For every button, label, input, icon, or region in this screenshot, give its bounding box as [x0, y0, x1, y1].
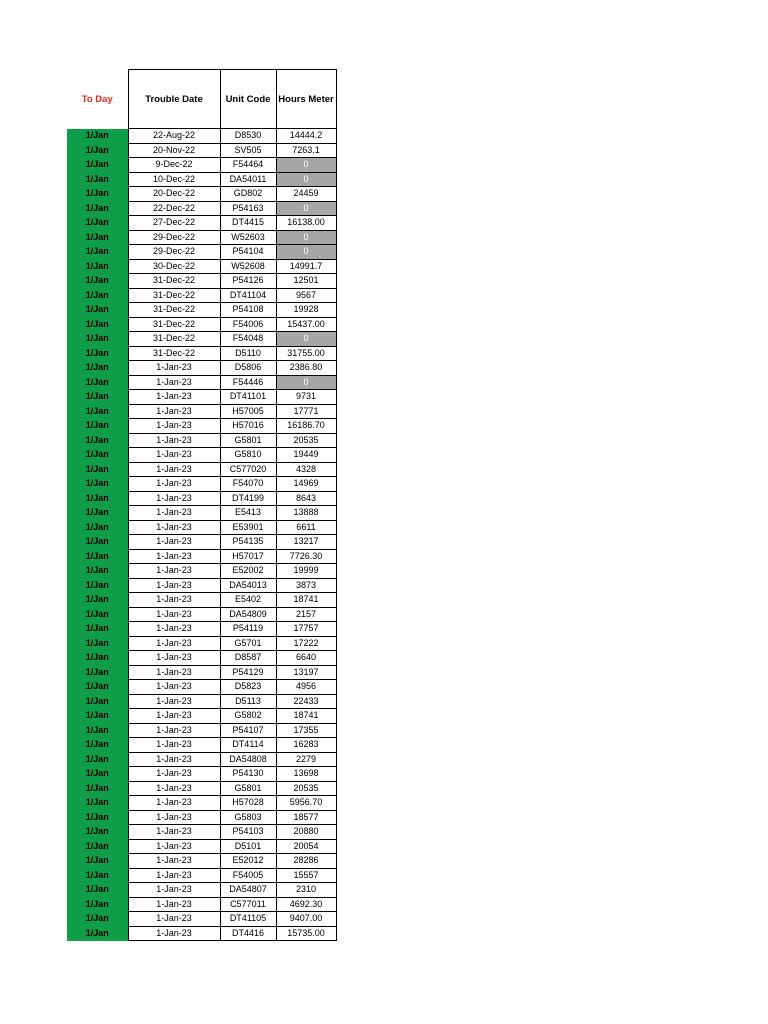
table-row	[67, 883, 336, 898]
cell-to-day: 1/Jan	[67, 825, 128, 840]
cell-unit-code: DA54013	[220, 578, 276, 593]
cell-to-day: 1/Jan	[67, 810, 128, 825]
cell-to-day: 1/Jan	[67, 593, 128, 608]
cell-to-day: 1/Jan	[67, 564, 128, 579]
cell-unit-code: G5801	[220, 433, 276, 448]
cell-unit-code: H57017	[220, 549, 276, 564]
header-hours-meter: Hours Meter	[276, 70, 336, 129]
cell-unit-code: DT4415	[220, 216, 276, 231]
cell-hours-meter: 13217	[276, 535, 336, 550]
cell-trouble-date: 1-Jan-23	[128, 535, 220, 550]
cell-trouble-date: 1-Jan-23	[128, 448, 220, 463]
cell-unit-code: DT41101	[220, 390, 276, 405]
cell-unit-code: DA54807	[220, 883, 276, 898]
cell-hours-meter: 2310	[276, 883, 336, 898]
cell-unit-code: P54163	[220, 201, 276, 216]
cell-hours-meter: 13888	[276, 506, 336, 521]
header-row	[67, 70, 336, 129]
cell-to-day: 1/Jan	[67, 303, 128, 318]
cell-to-day: 1/Jan	[67, 781, 128, 796]
cell-unit-code: P54126	[220, 274, 276, 289]
cell-to-day: 1/Jan	[67, 230, 128, 245]
cell-hours-meter: 16283	[276, 738, 336, 753]
cell-trouble-date: 1-Jan-23	[128, 593, 220, 608]
cell-to-day: 1/Jan	[67, 854, 128, 869]
cell-unit-code: E52002	[220, 564, 276, 579]
table-row	[67, 390, 336, 405]
table-row	[67, 680, 336, 695]
cell-to-day: 1/Jan	[67, 912, 128, 927]
cell-to-day: 1/Jan	[67, 346, 128, 361]
cell-trouble-date: 1-Jan-23	[128, 491, 220, 506]
table-row	[67, 230, 336, 245]
cell-hours-meter: 17771	[276, 404, 336, 419]
cell-hours-meter: 15437.00	[276, 317, 336, 332]
cell-to-day: 1/Jan	[67, 462, 128, 477]
cell-trouble-date: 1-Jan-23	[128, 607, 220, 622]
cell-hours-meter: 9407.00	[276, 912, 336, 927]
cell-trouble-date: 1-Jan-23	[128, 752, 220, 767]
cell-unit-code: DA54808	[220, 752, 276, 767]
cell-trouble-date: 1-Jan-23	[128, 578, 220, 593]
table-row	[67, 245, 336, 260]
table-row	[67, 506, 336, 521]
cell-hours-meter: 13698	[276, 767, 336, 782]
cell-trouble-date: 1-Jan-23	[128, 868, 220, 883]
table-row	[67, 361, 336, 376]
table-row	[67, 781, 336, 796]
cell-to-day: 1/Jan	[67, 404, 128, 419]
cell-to-day: 1/Jan	[67, 245, 128, 260]
table-row	[67, 825, 336, 840]
cell-to-day: 1/Jan	[67, 578, 128, 593]
table-row	[67, 216, 336, 231]
table-row	[67, 477, 336, 492]
header-today: To Day	[81, 93, 113, 105]
cell-trouble-date: 1-Jan-23	[128, 636, 220, 651]
table-row	[67, 172, 336, 187]
cell-trouble-date: 1-Jan-23	[128, 680, 220, 695]
table-header	[67, 70, 336, 129]
cell-to-day: 1/Jan	[67, 187, 128, 202]
cell-hours-meter: 18577	[276, 810, 336, 825]
header-unit-code: Unit Code	[220, 70, 276, 129]
table-row	[67, 535, 336, 550]
cell-unit-code: DT41105	[220, 912, 276, 927]
cell-unit-code: P54119	[220, 622, 276, 637]
cell-hours-meter: 19999	[276, 564, 336, 579]
cell-trouble-date: 1-Jan-23	[128, 549, 220, 564]
cell-to-day: 1/Jan	[67, 491, 128, 506]
table-row	[67, 578, 336, 593]
cell-to-day: 1/Jan	[67, 506, 128, 521]
cell-unit-code: F54005	[220, 868, 276, 883]
table-row	[67, 448, 336, 463]
cell-unit-code: H57005	[220, 404, 276, 419]
cell-to-day: 1/Jan	[67, 158, 128, 173]
cell-trouble-date: 31-Dec-22	[128, 274, 220, 289]
cell-hours-meter: 9731	[276, 390, 336, 405]
cell-to-day: 1/Jan	[67, 636, 128, 651]
cell-unit-code: DA54809	[220, 607, 276, 622]
cell-trouble-date: 1-Jan-23	[128, 564, 220, 579]
table-row	[67, 274, 336, 289]
cell-trouble-date: 10-Dec-22	[128, 172, 220, 187]
table-row	[67, 738, 336, 753]
cell-trouble-date: 1-Jan-23	[128, 477, 220, 492]
table-body	[67, 129, 336, 941]
table-row	[67, 462, 336, 477]
cell-to-day: 1/Jan	[67, 651, 128, 666]
cell-to-day: 1/Jan	[67, 288, 128, 303]
cell-hours-meter: 14991.7	[276, 259, 336, 274]
table-row	[67, 303, 336, 318]
cell-to-day: 1/Jan	[67, 607, 128, 622]
cell-unit-code: G5803	[220, 810, 276, 825]
cell-to-day: 1/Jan	[67, 375, 128, 390]
cell-hours-meter: 7726.30	[276, 549, 336, 564]
cell-hours-meter: 2386.80	[276, 361, 336, 376]
cell-to-day: 1/Jan	[67, 520, 128, 535]
cell-to-day: 1/Jan	[67, 868, 128, 883]
cell-to-day: 1/Jan	[67, 390, 128, 405]
cell-to-day: 1/Jan	[67, 709, 128, 724]
table-row	[67, 259, 336, 274]
cell-trouble-date: 29-Dec-22	[128, 230, 220, 245]
cell-unit-code: D5110	[220, 346, 276, 361]
cell-hours-meter: 24459	[276, 187, 336, 202]
table-row	[67, 709, 336, 724]
cell-unit-code: G5701	[220, 636, 276, 651]
table-row	[67, 158, 336, 173]
cell-to-day: 1/Jan	[67, 883, 128, 898]
cell-trouble-date: 1-Jan-23	[128, 825, 220, 840]
table-row	[67, 926, 336, 941]
cell-hours-meter: 20054	[276, 839, 336, 854]
cell-unit-code: DT41104	[220, 288, 276, 303]
cell-trouble-date: 22-Dec-22	[128, 201, 220, 216]
cell-unit-code: DA54011	[220, 172, 276, 187]
cell-trouble-date: 20-Dec-22	[128, 187, 220, 202]
table-row	[67, 651, 336, 666]
cell-trouble-date: 1-Jan-23	[128, 810, 220, 825]
table-row	[67, 810, 336, 825]
cell-hours-meter: 15735.00	[276, 926, 336, 941]
cell-hours-meter: 14969	[276, 477, 336, 492]
cell-to-day: 1/Jan	[67, 665, 128, 680]
table-row	[67, 897, 336, 912]
cell-unit-code: F54070	[220, 477, 276, 492]
cell-hours-meter: 15557	[276, 868, 336, 883]
cell-unit-code: P54130	[220, 767, 276, 782]
cell-trouble-date: 1-Jan-23	[128, 796, 220, 811]
cell-to-day: 1/Jan	[67, 723, 128, 738]
cell-hours-meter: 16138.00	[276, 216, 336, 231]
cell-unit-code: W52608	[220, 259, 276, 274]
cell-hours-meter: 6640	[276, 651, 336, 666]
table-row	[67, 912, 336, 927]
table-row	[67, 143, 336, 158]
cell-hours-meter: 7263.1	[276, 143, 336, 158]
cell-hours-meter: 2279	[276, 752, 336, 767]
cell-unit-code: F54464	[220, 158, 276, 173]
cell-trouble-date: 1-Jan-23	[128, 375, 220, 390]
cell-trouble-date: 1-Jan-23	[128, 767, 220, 782]
cell-unit-code: D5113	[220, 694, 276, 709]
cell-to-day: 1/Jan	[67, 622, 128, 637]
cell-hours-meter: 0	[276, 332, 336, 347]
cell-to-day: 1/Jan	[67, 332, 128, 347]
cell-hours-meter: 13197	[276, 665, 336, 680]
cell-trouble-date: 1-Jan-23	[128, 694, 220, 709]
cell-hours-meter: 20880	[276, 825, 336, 840]
table-row	[67, 549, 336, 564]
header-trouble-date: Trouble Date	[128, 70, 220, 129]
cell-hours-meter: 17222	[276, 636, 336, 651]
table-row	[67, 317, 336, 332]
cell-trouble-date: 1-Jan-23	[128, 433, 220, 448]
cell-hours-meter: 0	[276, 245, 336, 260]
cell-trouble-date: 1-Jan-23	[128, 781, 220, 796]
cell-unit-code: DT4416	[220, 926, 276, 941]
cell-hours-meter: 4692.30	[276, 897, 336, 912]
cell-hours-meter: 6611	[276, 520, 336, 535]
cell-trouble-date: 1-Jan-23	[128, 723, 220, 738]
cell-trouble-date: 1-Jan-23	[128, 361, 220, 376]
cell-unit-code: E5402	[220, 593, 276, 608]
table-row	[67, 694, 336, 709]
cell-trouble-date: 31-Dec-22	[128, 288, 220, 303]
table-row	[67, 868, 336, 883]
table-row	[67, 839, 336, 854]
cell-unit-code: H57016	[220, 419, 276, 434]
cell-hours-meter: 16186.70	[276, 419, 336, 434]
cell-hours-meter: 0	[276, 230, 336, 245]
cell-trouble-date: 1-Jan-23	[128, 912, 220, 927]
cell-unit-code: P54108	[220, 303, 276, 318]
table-row	[67, 564, 336, 579]
cell-to-day: 1/Jan	[67, 680, 128, 695]
cell-unit-code: W52603	[220, 230, 276, 245]
cell-unit-code: H57028	[220, 796, 276, 811]
cell-unit-code: E5413	[220, 506, 276, 521]
table-row	[67, 288, 336, 303]
cell-to-day: 1/Jan	[67, 535, 128, 550]
cell-trouble-date: 1-Jan-23	[128, 854, 220, 869]
cell-hours-meter: 18741	[276, 593, 336, 608]
cell-trouble-date: 1-Jan-23	[128, 506, 220, 521]
cell-hours-meter: 8643	[276, 491, 336, 506]
cell-trouble-date: 1-Jan-23	[128, 738, 220, 753]
cell-unit-code: P54107	[220, 723, 276, 738]
cell-trouble-date: 1-Jan-23	[128, 462, 220, 477]
cell-hours-meter: 20535	[276, 781, 336, 796]
cell-to-day: 1/Jan	[67, 477, 128, 492]
cell-unit-code: D8530	[220, 129, 276, 144]
table-row	[67, 201, 336, 216]
cell-trouble-date: 1-Jan-23	[128, 390, 220, 405]
cell-hours-meter: 18741	[276, 709, 336, 724]
cell-unit-code: C577011	[220, 897, 276, 912]
cell-hours-meter: 5956.70	[276, 796, 336, 811]
cell-hours-meter: 12501	[276, 274, 336, 289]
cell-to-day: 1/Jan	[67, 361, 128, 376]
cell-to-day: 1/Jan	[67, 752, 128, 767]
table-row	[67, 346, 336, 361]
cell-unit-code: D8587	[220, 651, 276, 666]
cell-trouble-date: 1-Jan-23	[128, 520, 220, 535]
cell-unit-code: G5802	[220, 709, 276, 724]
cell-unit-code: D5806	[220, 361, 276, 376]
cell-unit-code: G5810	[220, 448, 276, 463]
table-row	[67, 129, 336, 144]
cell-trouble-date: 1-Jan-23	[128, 404, 220, 419]
cell-trouble-date: 20-Nov-22	[128, 143, 220, 158]
table-row	[67, 433, 336, 448]
cell-trouble-date: 29-Dec-22	[128, 245, 220, 260]
cell-hours-meter: 20535	[276, 433, 336, 448]
cell-trouble-date: 1-Jan-23	[128, 419, 220, 434]
cell-hours-meter: 9567	[276, 288, 336, 303]
cell-unit-code: P54129	[220, 665, 276, 680]
table-row	[67, 636, 336, 651]
cell-to-day: 1/Jan	[67, 317, 128, 332]
cell-unit-code: P54103	[220, 825, 276, 840]
cell-hours-meter: 0	[276, 158, 336, 173]
cell-hours-meter: 17757	[276, 622, 336, 637]
cell-unit-code: P54135	[220, 535, 276, 550]
table-row	[67, 332, 336, 347]
table-row	[67, 796, 336, 811]
table-row	[67, 520, 336, 535]
table-row	[67, 375, 336, 390]
cell-trouble-date: 27-Dec-22	[128, 216, 220, 231]
cell-hours-meter: 22433	[276, 694, 336, 709]
cell-trouble-date: 31-Dec-22	[128, 332, 220, 347]
table-row	[67, 723, 336, 738]
cell-hours-meter: 19928	[276, 303, 336, 318]
cell-unit-code: E53901	[220, 520, 276, 535]
cell-to-day: 1/Jan	[67, 796, 128, 811]
cell-trouble-date: 22-Aug-22	[128, 129, 220, 144]
cell-unit-code: F54048	[220, 332, 276, 347]
cell-to-day: 1/Jan	[67, 129, 128, 144]
cell-unit-code: C577020	[220, 462, 276, 477]
cell-unit-code: DT4199	[220, 491, 276, 506]
cell-to-day: 1/Jan	[67, 448, 128, 463]
cell-to-day: 1/Jan	[67, 897, 128, 912]
cell-hours-meter: 17355	[276, 723, 336, 738]
cell-unit-code: GD802	[220, 187, 276, 202]
cell-to-day: 1/Jan	[67, 172, 128, 187]
cell-trouble-date: 1-Jan-23	[128, 665, 220, 680]
cell-unit-code: F54446	[220, 375, 276, 390]
table-row	[67, 187, 336, 202]
cell-hours-meter: 0	[276, 375, 336, 390]
table-row	[67, 622, 336, 637]
cell-trouble-date: 31-Dec-22	[128, 317, 220, 332]
cell-hours-meter: 28286	[276, 854, 336, 869]
cell-to-day: 1/Jan	[67, 839, 128, 854]
cell-unit-code: D5101	[220, 839, 276, 854]
cell-hours-meter: 3873	[276, 578, 336, 593]
cell-to-day: 1/Jan	[67, 549, 128, 564]
cell-to-day: 1/Jan	[67, 259, 128, 274]
cell-to-day: 1/Jan	[67, 694, 128, 709]
cell-trouble-date: 1-Jan-23	[128, 926, 220, 941]
table-row	[67, 593, 336, 608]
table-row	[67, 767, 336, 782]
cell-trouble-date: 1-Jan-23	[128, 839, 220, 854]
table-row	[67, 665, 336, 680]
cell-unit-code: P54104	[220, 245, 276, 260]
cell-to-day: 1/Jan	[67, 419, 128, 434]
cell-trouble-date: 9-Dec-22	[128, 158, 220, 173]
cell-hours-meter: 31755.00	[276, 346, 336, 361]
cell-to-day: 1/Jan	[67, 767, 128, 782]
cell-hours-meter: 19449	[276, 448, 336, 463]
cell-unit-code: SV505	[220, 143, 276, 158]
cell-hours-meter: 14444.2	[276, 129, 336, 144]
cell-to-day: 1/Jan	[67, 926, 128, 941]
cell-to-day: 1/Jan	[67, 201, 128, 216]
cell-trouble-date: 1-Jan-23	[128, 622, 220, 637]
cell-to-day: 1/Jan	[67, 274, 128, 289]
table-row	[67, 491, 336, 506]
cell-trouble-date: 30-Dec-22	[128, 259, 220, 274]
table-row	[67, 404, 336, 419]
cell-hours-meter: 4328	[276, 462, 336, 477]
cell-trouble-date: 1-Jan-23	[128, 883, 220, 898]
cell-hours-meter: 0	[276, 201, 336, 216]
cell-hours-meter: 4956	[276, 680, 336, 695]
table-row	[67, 607, 336, 622]
table-row	[67, 752, 336, 767]
cell-unit-code: E52012	[220, 854, 276, 869]
trouble-log-table	[67, 69, 337, 941]
cell-trouble-date: 1-Jan-23	[128, 897, 220, 912]
cell-trouble-date: 1-Jan-23	[128, 651, 220, 666]
cell-to-day: 1/Jan	[67, 738, 128, 753]
cell-unit-code: D5823	[220, 680, 276, 695]
cell-to-day: 1/Jan	[67, 143, 128, 158]
table-row	[67, 419, 336, 434]
cell-trouble-date: 1-Jan-23	[128, 709, 220, 724]
cell-to-day: 1/Jan	[67, 216, 128, 231]
cell-hours-meter: 2157	[276, 607, 336, 622]
cell-unit-code: DT4114	[220, 738, 276, 753]
cell-to-day: 1/Jan	[67, 433, 128, 448]
cell-trouble-date: 31-Dec-22	[128, 303, 220, 318]
table-row	[67, 854, 336, 869]
cell-trouble-date: 31-Dec-22	[128, 346, 220, 361]
cell-hours-meter: 0	[276, 172, 336, 187]
cell-unit-code: F54006	[220, 317, 276, 332]
cell-unit-code: G5801	[220, 781, 276, 796]
